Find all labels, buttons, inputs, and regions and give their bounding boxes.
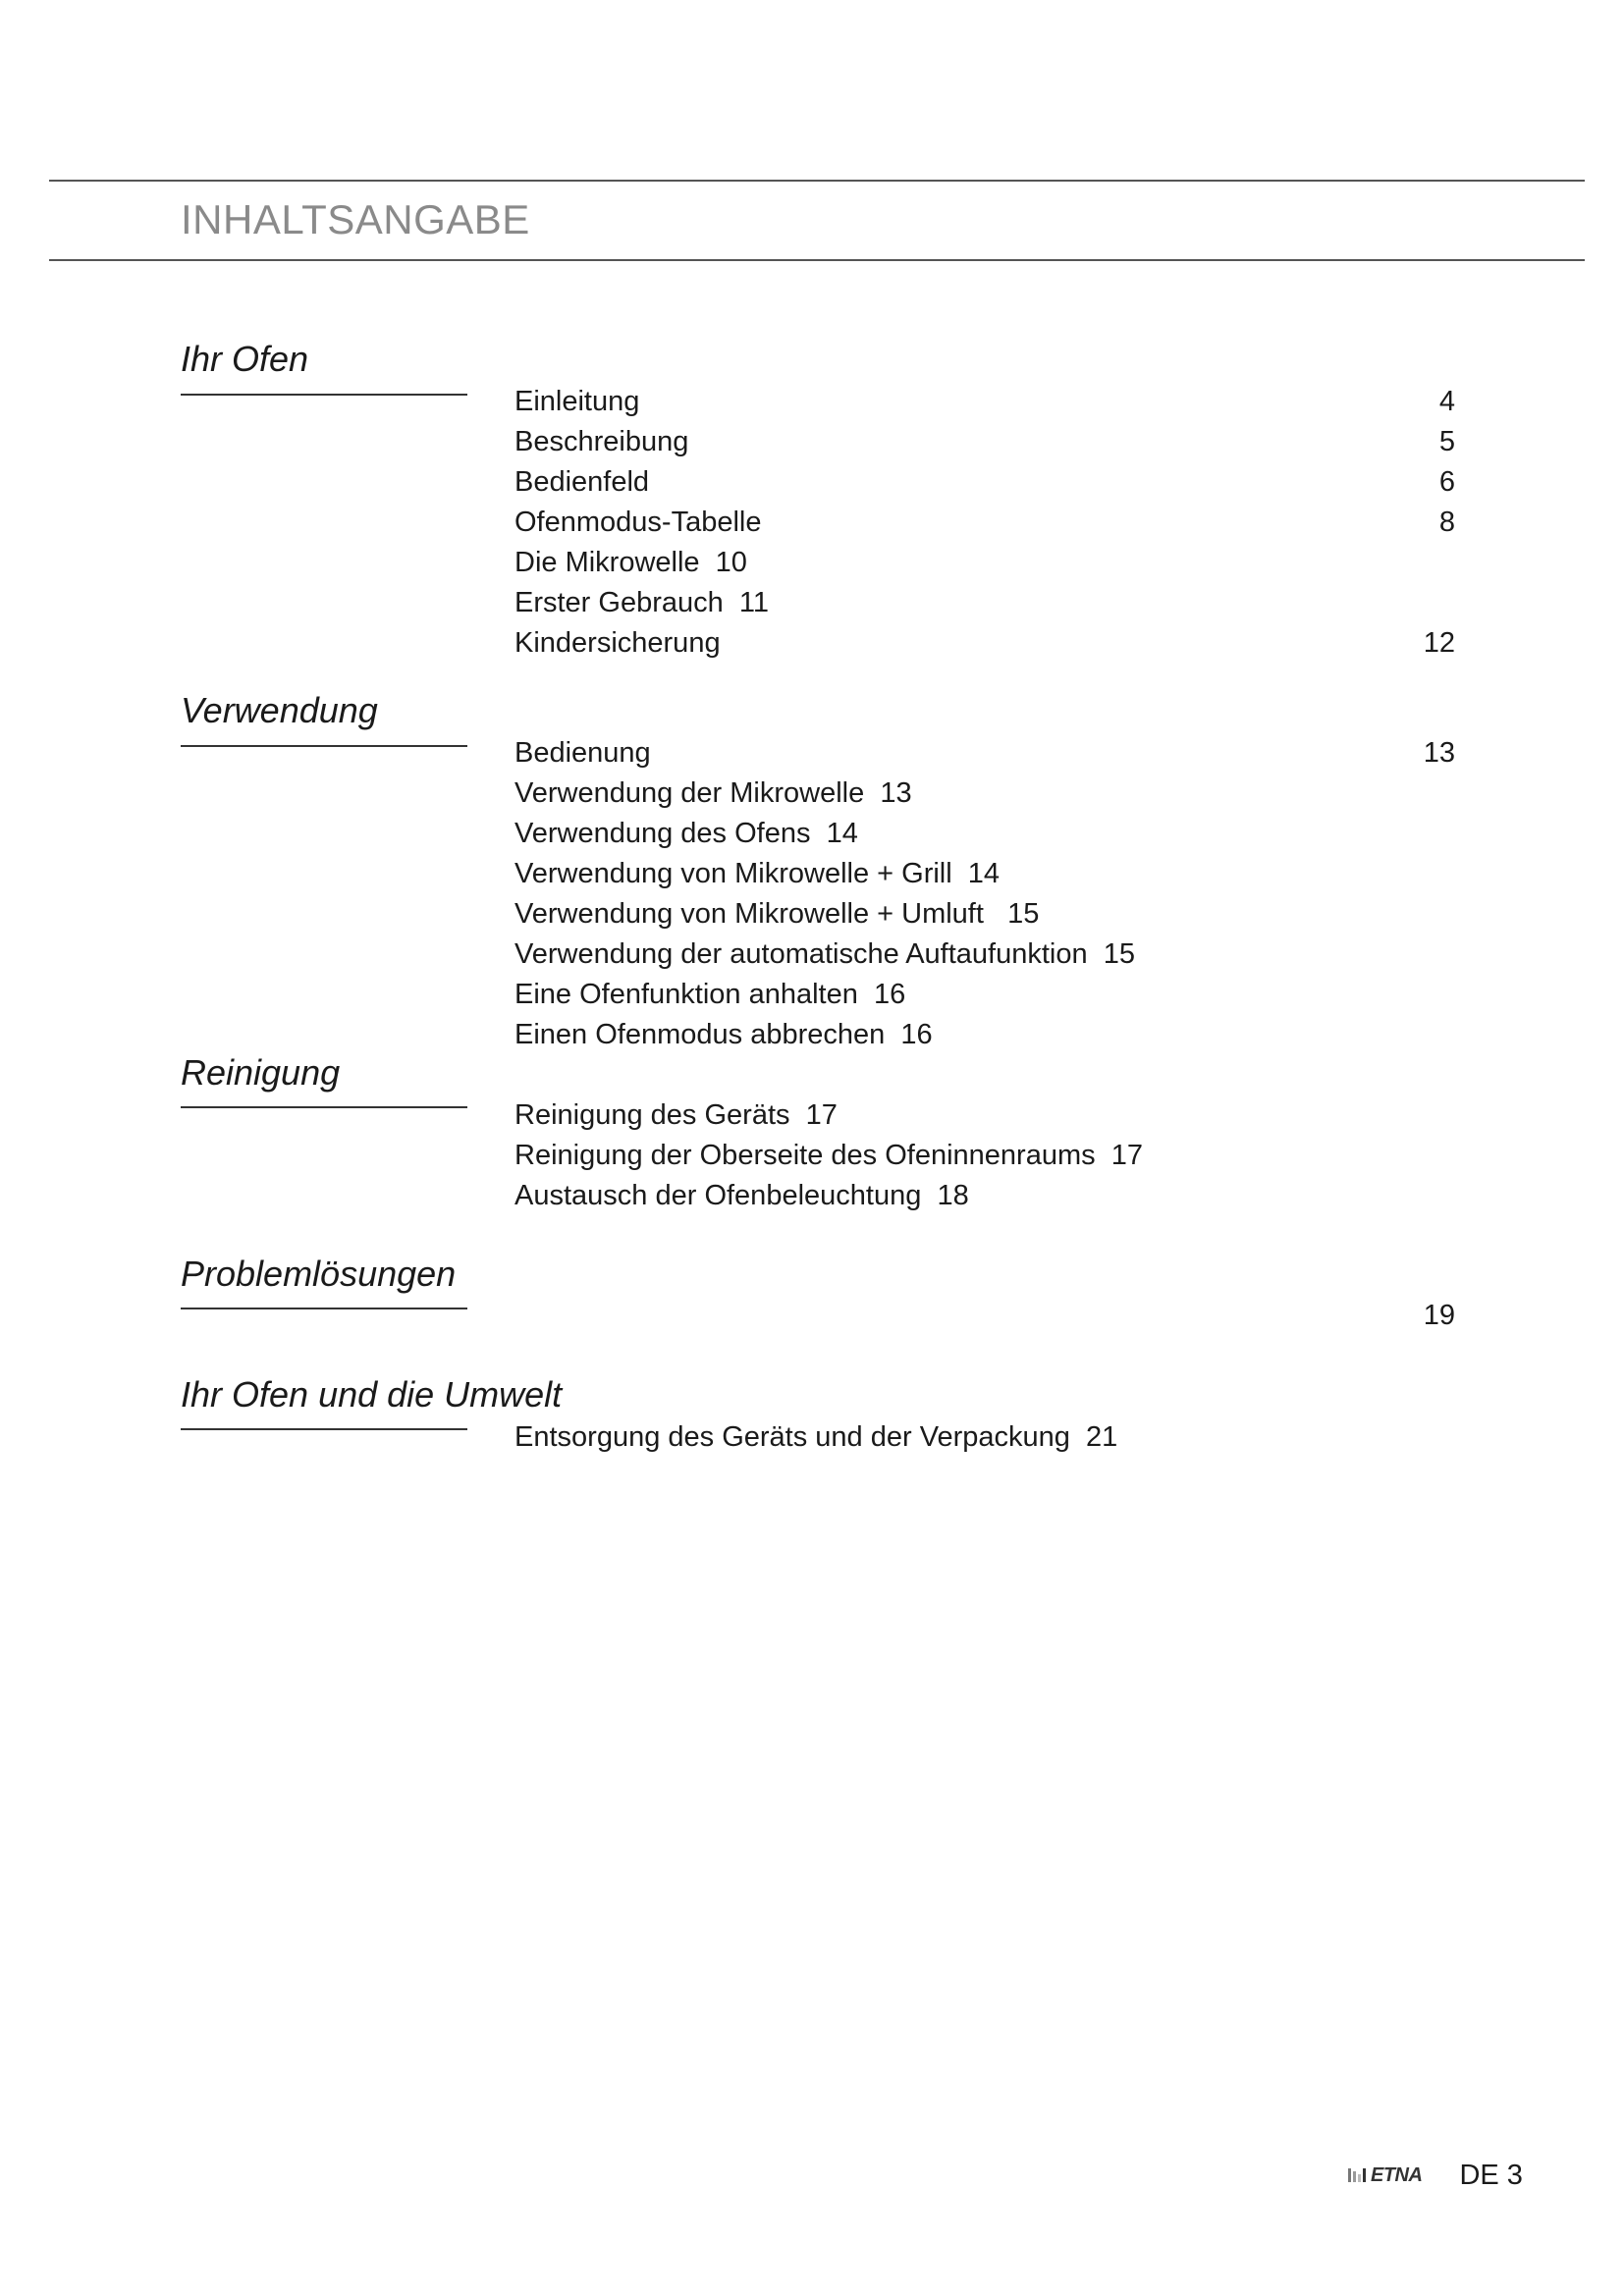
toc-entry-reinigung-oberseite[interactable]: Reinigung der Oberseite des Ofeninnenraums 17 bbox=[514, 1140, 1143, 1171]
toc-entry-mikrowelle-umluft[interactable]: Verwendung von Mikrowelle + Umluft 15 bbox=[514, 898, 1040, 930]
toc-page-number: 5 bbox=[1438, 426, 1455, 457]
etna-logo-icon bbox=[1347, 2166, 1367, 2184]
section-underline bbox=[181, 1106, 467, 1108]
toc-page-number: 6 bbox=[1438, 466, 1455, 498]
toc-entry-reinigung-geraet[interactable]: Reinigung des Geräts 17 bbox=[514, 1099, 838, 1131]
toc-entry-bedienfeld[interactable]: Bedienfeld bbox=[514, 466, 650, 498]
toc-entry-verwendung-mikrowelle[interactable]: Verwendung der Mikrowelle 13 bbox=[514, 777, 912, 809]
toc-page-number: 8 bbox=[1438, 507, 1455, 538]
toc-page-number[interactable]: 19 bbox=[1423, 1300, 1455, 1331]
etna-logo bbox=[1347, 2164, 1422, 2187]
section-title-problemloesungen: Problemlösungen bbox=[181, 1254, 457, 1294]
toc-entry-auftaufunktion[interactable]: Verwendung der automatische Auftaufunktion 15 bbox=[514, 938, 1135, 970]
toc-entry-ofenbeleuchtung[interactable]: Austausch der Ofenbeleuchtung 18 bbox=[514, 1180, 969, 1211]
toc-page-number: 4 bbox=[1438, 386, 1455, 417]
section-title-reinigung: Reinigung bbox=[181, 1052, 341, 1093]
toc-entry-die-mikrowelle[interactable]: Die Mikrowelle 10 bbox=[514, 547, 747, 578]
toc-entry-ofenmodus-abbrechen[interactable]: Einen Ofenmodus abbrechen 16 bbox=[514, 1019, 933, 1050]
logo-text: ETNA bbox=[1371, 2163, 1423, 2186]
page-title: INHALTSANGABE bbox=[181, 196, 530, 242]
section-title-ihr-ofen: Ihr Ofen bbox=[181, 339, 309, 379]
section-underline bbox=[181, 394, 467, 396]
header-rule-top bbox=[49, 180, 1585, 182]
toc-entry-mikrowelle-grill[interactable]: Verwendung von Mikrowelle + Grill 14 bbox=[514, 858, 1001, 889]
toc-page-number: 13 bbox=[1423, 737, 1455, 769]
toc-entry-beschreibung[interactable]: Beschreibung bbox=[514, 426, 689, 457]
section-title-verwendung: Verwendung bbox=[181, 690, 378, 730]
toc-entry-einleitung[interactable]: Einleitung bbox=[514, 386, 640, 417]
toc-entry-bedienung[interactable]: Bedienung bbox=[514, 737, 651, 769]
toc-entry-verwendung-ofens[interactable]: Verwendung des Ofens 14 bbox=[514, 818, 858, 849]
toc-entry-entsorgung[interactable]: Entsorgung des Geräts und der Verpackung 21 bbox=[514, 1421, 1118, 1453]
section-underline bbox=[181, 745, 467, 747]
page-number-label: DE 3 bbox=[1459, 2159, 1523, 2191]
toc-entry-erster-gebrauch[interactable]: Erster Gebrauch 11 bbox=[514, 587, 769, 618]
section-underline bbox=[181, 1308, 467, 1309]
section-underline bbox=[181, 1428, 467, 1430]
toc-entry-kindersicherung[interactable]: Kindersicherung bbox=[514, 627, 721, 659]
toc-page-number: 12 bbox=[1423, 627, 1455, 659]
toc-entry-ofenmodus-tabelle[interactable]: Ofenmodus-Tabelle bbox=[514, 507, 762, 538]
section-title-umwelt: Ihr Ofen und die Umwelt bbox=[181, 1374, 563, 1415]
header-rule-bottom bbox=[49, 259, 1585, 261]
page-footer bbox=[1347, 2158, 1523, 2193]
toc-entry-ofenfunktion-anhalten[interactable]: Eine Ofenfunktion anhalten 16 bbox=[514, 979, 906, 1010]
